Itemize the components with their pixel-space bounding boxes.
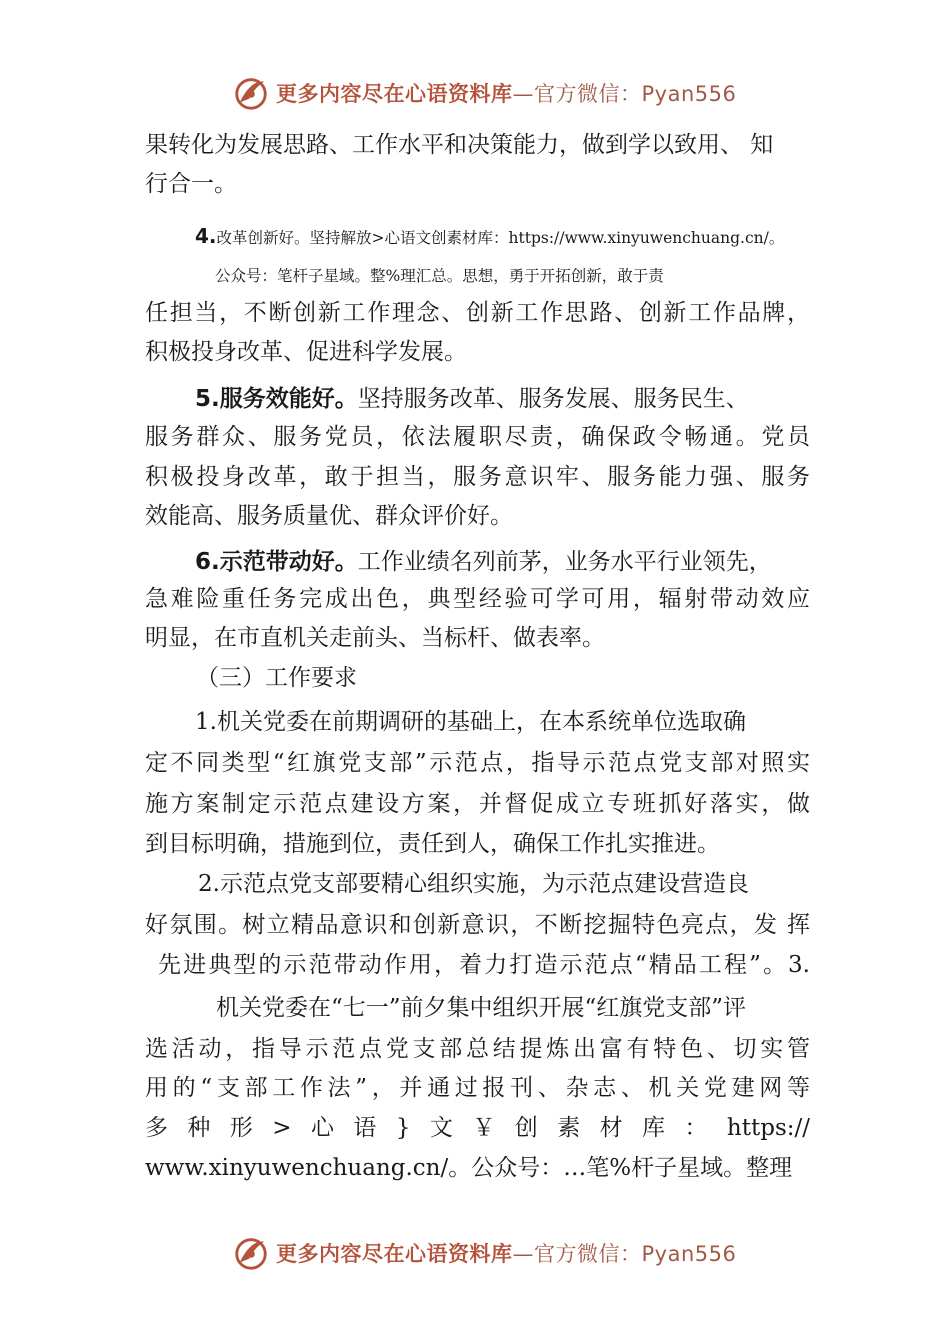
brand-logo-icon (232, 1234, 270, 1272)
text-line: 施方案制定示范点建设方案，并督促成立专班抓好落实，做 (145, 791, 810, 817)
watermark-site-text: 更多内容尽在心语资料库 (276, 82, 513, 106)
text-line: 1.机关党委在前期调研的基础上，在本系统单位选取确 (195, 709, 746, 735)
watermark-banner-top (232, 73, 736, 113)
watermark-site-text: 更多内容尽在心语资料库 (276, 1242, 513, 1266)
text-line: 积极投身改革，敢于担当，服务意识牢、服务能力强、服务 (145, 464, 810, 490)
text-line-small (195, 224, 784, 250)
text-line (195, 545, 810, 579)
subsection-heading: （三）工作要求 (196, 665, 357, 691)
text-line: 选活动，指导示范点党支部总结提炼出富有特色、切实管 (145, 1036, 810, 1062)
text-line: 先进典型的示范带动作用，着力打造示范点“精品工程”。3. (158, 952, 810, 978)
text-line: 服务群众、服务党员，依法履职尽责，确保政令畅通。党员 (145, 424, 810, 450)
watermark-dash: — (512, 1242, 534, 1266)
text-line (195, 382, 810, 416)
text-line: 用的“支部工作法”，并通过报刊、杂志、机关党建网等 (145, 1075, 810, 1101)
text-line: 机关党委在“七一”前夕集中组织开展“红旗党支部”评 (216, 995, 747, 1021)
text-span: 工作业绩名列前茅，业务水平行业领先， (357, 549, 772, 575)
text-line: 行合一。 (145, 171, 237, 197)
watermark-dash: — (512, 82, 534, 106)
brand-logo-icon (232, 74, 270, 112)
text-span: 改革创新好。坚持解放>心语文创素材库：https://www.xinyuwenchuang.cn/。 (216, 229, 785, 247)
text-line: 明显，在市直机关走前头、当标杆、做表率。 (145, 625, 605, 651)
text-line: 多种形>心语}文￥创素材库：https:// (145, 1115, 810, 1141)
text-line: 积极投身改革、促进科学发展。 (145, 339, 467, 365)
text-span: 坚持服务改革、服务发展、服务民生、 (357, 386, 749, 412)
watermark-wechat-text: 官方微信：Pyan556 (534, 1242, 737, 1266)
text-line-small: 公众号：笔杆子星域。整%理汇总。思想，勇于开拓创新，敢于责 (215, 267, 664, 285)
text-line: 效能高、服务质量优、群众评价好。 (145, 503, 513, 529)
text-line: www.xinyuwenchuang.cn/。公众号：…笔%杆子星域。整理 (145, 1155, 793, 1181)
text-line: 任担当，不断创新工作理念、创新工作思路、创新工作品牌， (145, 300, 810, 326)
watermark-text (276, 78, 736, 108)
item-number: 4. (195, 224, 217, 248)
watermark-banner-bottom (232, 1233, 736, 1273)
text-line: 2.示范点党支部要精心组织实施，为示范点建设营造良 (198, 871, 749, 897)
text-line: 好氛围。树立精品意识和创新意识，不断挖掘特色亮点，发 挥 (145, 912, 810, 938)
text-line: 果转化为发展思路、工作水平和决策能力，做到学以致用、 知 (145, 132, 774, 158)
text-line: 急难险重任务完成出色，典型经验可学可用，辐射带动效应 (145, 586, 810, 612)
watermark-wechat-text: 官方微信：Pyan556 (534, 82, 737, 106)
text-line: 到目标明确，措施到位，责任到人，确保工作扎实推进。 (145, 831, 720, 857)
section-heading-5: 5.服务效能好。 (195, 386, 358, 412)
section-heading-6: 6.示范带动好。 (195, 549, 358, 575)
text-line: 定不同类型“红旗党支部”示范点，指导示范点党支部对照实 (145, 750, 810, 776)
watermark-text (276, 1238, 736, 1268)
